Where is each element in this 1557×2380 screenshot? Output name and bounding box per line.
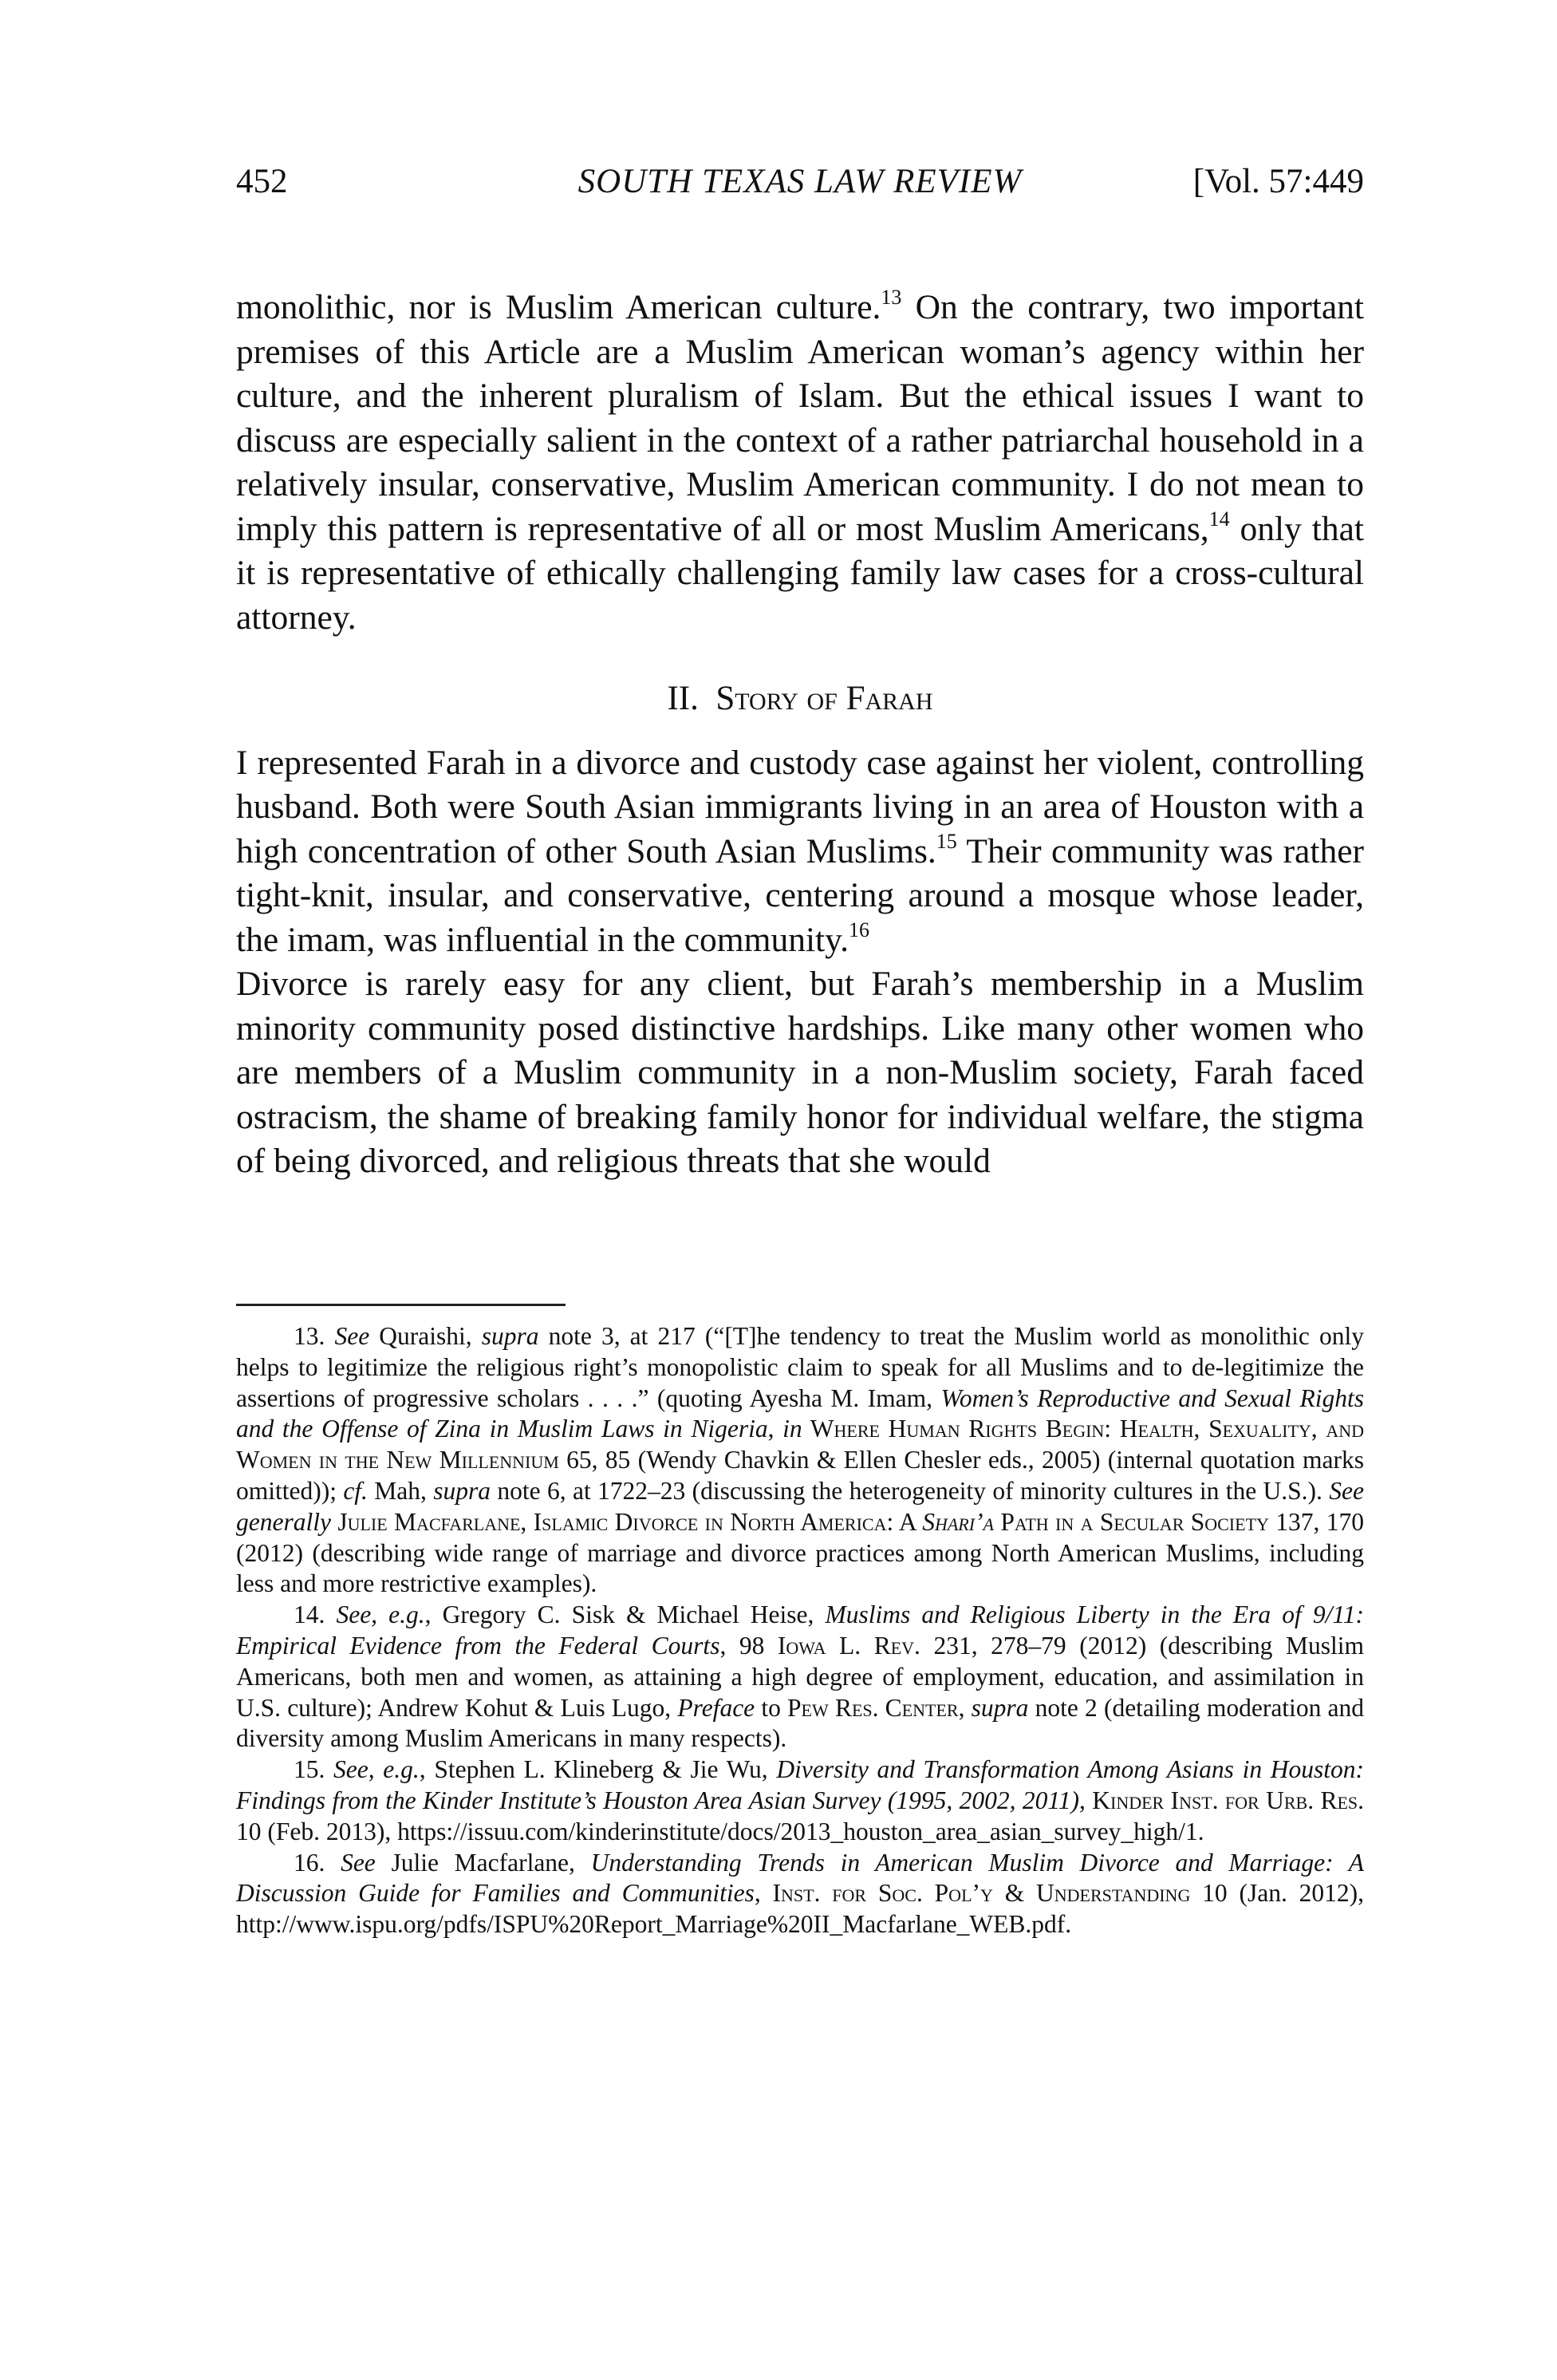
text-run: , 98	[719, 1631, 778, 1660]
text-run: Julie Macfarlane,	[375, 1848, 591, 1877]
volume-citation: [Vol. 57:449	[1192, 163, 1364, 200]
text-run: supra	[433, 1476, 491, 1505]
text-run: note 3, at 217 (“[T]he tendency to treat the Muslim world as monolithic only helps to legitimize the religious right’s monopolistic claim to speak for all Muslims and to de-legitimize the assertions of progressive scholars . . . .” (quoting Ayesha M. Imam,	[236, 1322, 1364, 1412]
text-run: supra	[971, 1693, 1029, 1722]
text-run: Path in a Secular Society	[994, 1507, 1269, 1536]
footnote-divider	[236, 1304, 566, 1306]
text-run: Inst. for Soc. Pol’y & Understanding	[772, 1879, 1191, 1908]
footnote-ref-14: 14	[1208, 507, 1230, 531]
text-run: , Stephen L. Klineberg & Jie Wu,	[419, 1755, 777, 1784]
text-run: Their community was rather tight-knit, insular, and conservative, centering around a mosque whose leader, the imam, was influential in the community.	[236, 831, 1364, 959]
text-run: , Gregory C. Sisk & Michael Heise,	[424, 1600, 826, 1629]
footnote-15	[236, 1754, 1364, 1847]
paragraph	[236, 962, 1364, 1184]
journal-title: SOUTH TEXAS LAW REVIEW	[577, 163, 1023, 200]
text-run: Muslims and Religious Liberty in the Era of 9/11: Empirical Evidence from the Federal Courts	[236, 1600, 1364, 1660]
footnote-16	[236, 1848, 1364, 1940]
text-run: 65, 85 (Wendy Chavkin & Ellen Chesler eds., 2005) (internal quotation marks omitted));	[236, 1446, 1364, 1505]
footnotes	[236, 1321, 1364, 1940]
text-run: See, e.g.	[336, 1600, 425, 1629]
text-run: cf.	[343, 1476, 368, 1505]
text-run: ,	[958, 1693, 972, 1722]
text-run: in	[782, 1415, 802, 1443]
text-run: Women’s Reproductive and Sexual Rights and the Offense of Zina in Muslim Laws in Nigeria	[236, 1383, 1365, 1443]
paragraph	[236, 286, 1364, 640]
text-run: I represented Farah in a divorce and custody case against her violent, controlling husband. Both were South Asian immigrants living in an area of Houston with a high concentration of other South Asian Muslims.	[236, 743, 1364, 870]
text-run: Julie Macfarlane, Islamic Divorce in North America: A	[330, 1507, 923, 1536]
section-number: II.	[667, 680, 699, 717]
text-run: Understanding Trends in American Muslim Divorce and Marriage: A Discussion Guide for Families and Communities	[236, 1848, 1364, 1908]
text-run: Kinder Inst. for Urb. Res.	[1092, 1786, 1365, 1814]
text-run: ,	[754, 1879, 773, 1908]
url-text: 10 (Jan. 2012), http://www.ispu.org/pdfs/ISPU%20Report_Marriage%20II_Macfarlane_WEB.pdf.	[236, 1879, 1364, 1939]
text-run: Diversity and Transformation Among Asians in Houston: Findings from the Kinder Institute’s Houston Area Asian Survey (1995, 2002, 2011)	[236, 1755, 1365, 1814]
text-run: 231, 278–79 (2012) (describing Muslim Americans, both men and women, as attaining a high degree of employment, education, and assimilation in U.S. culture); Andrew Kohut & Luis Lugo,	[236, 1631, 1364, 1722]
page-number: 452	[236, 163, 288, 200]
text-run: to	[755, 1693, 788, 1722]
paragraph	[236, 741, 1364, 963]
footnote-13	[236, 1321, 1364, 1600]
text-run: Mah,	[367, 1476, 434, 1505]
footnote-number: 15.	[294, 1755, 325, 1784]
text-run: See	[341, 1848, 376, 1877]
text-run: See	[334, 1322, 370, 1350]
footnote-number: 14.	[294, 1600, 325, 1629]
text-run: note 2 (detailing moderation and diversity among Muslim Americans in many respects).	[236, 1693, 1364, 1753]
footnote-ref-16: 16	[848, 918, 869, 941]
footnote-14	[236, 1600, 1364, 1754]
running-header	[236, 162, 1364, 210]
text-run: only that it is representative of ethically challenging family law cases for a cross-cultural attorney.	[236, 509, 1364, 637]
text-run: Divorce is rarely easy for any client, but Farah’s membership in a Muslim minority community posed distinctive hardships. Like many other women who are members of a Muslim community in a non-Muslim society, Farah faced ostracism, the shame of breaking family honor for individual welfare, the stigma of being divorced, and religious threats that she would	[236, 965, 1364, 1180]
text-run: note 6, at 1722–23 (discussing the heterogeneity of minority cultures in the U.S.).	[491, 1476, 1330, 1505]
text-run: See, e.g.	[333, 1755, 420, 1784]
text-run: Shari’a	[922, 1507, 994, 1536]
text-run: Where Human Rights Begin: Health, Sexuality, and Women in the New Millennium	[236, 1415, 1365, 1474]
text-run: Pew Res. Center	[787, 1693, 959, 1722]
section-title: Story of Farah	[715, 680, 933, 717]
text-run: See generally	[236, 1476, 1364, 1536]
text-run: 137, 170 (2012) (describing wide range of marriage and divorce practices among North American Muslims, including less and more restrictive examples).	[236, 1507, 1365, 1598]
footnote-number: 16.	[294, 1848, 325, 1877]
text-run: Iowa L. Rev.	[777, 1631, 920, 1660]
section-heading	[236, 677, 1364, 721]
footnote-ref-15: 15	[936, 829, 957, 853]
text-run: Quraishi,	[369, 1322, 482, 1350]
text-run: Preface	[677, 1693, 755, 1722]
footnote-number: 13.	[294, 1322, 325, 1350]
text-run: supra	[481, 1322, 539, 1350]
url-text: 10 (Feb. 2013), https://issuu.com/kinderinstitute/docs/2013_houston_area_asian_survey_high/1.	[236, 1817, 1204, 1845]
text-run: ,	[1079, 1786, 1093, 1814]
text-run: monolithic, nor is Muslim American culture.	[236, 288, 881, 326]
footnote-ref-13: 13	[881, 286, 902, 309]
main-text	[236, 286, 1364, 1184]
text-run: On the contrary, two important premises of this Article are a Muslim American woman’s agency within her culture, and the inherent pluralism of Islam. But the ethical issues I want to discuss are especially salient in the context of a rather patriarchal household in a relatively insular, conservative, Muslim American community. I do not mean to imply this pattern is representative of all or most Muslim Americans,	[236, 288, 1365, 548]
text-run: ,	[767, 1415, 783, 1443]
